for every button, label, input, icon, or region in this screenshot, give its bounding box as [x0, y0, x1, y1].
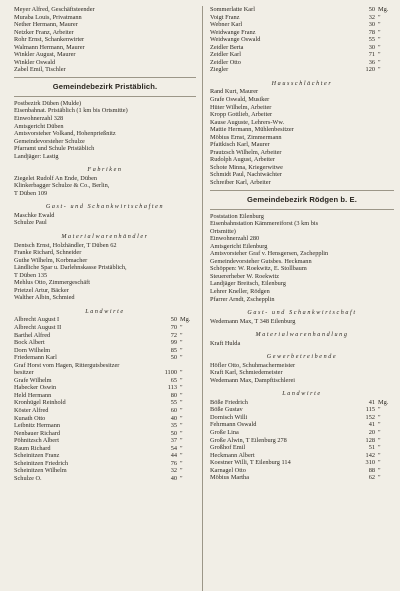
table-row	[210, 29, 394, 37]
row-value: 128	[365, 436, 375, 444]
row-name: Grafe Wilhelm	[14, 376, 52, 384]
list-item: Gemeindevorsteher Gutsbes. Heckmann	[210, 257, 312, 265]
list-item: Zabel Emil, Tischler	[14, 66, 66, 74]
table-row	[14, 392, 196, 400]
table-row	[14, 399, 196, 407]
table-row	[14, 339, 196, 347]
row-unit: Mg.	[378, 398, 389, 406]
table-row	[14, 316, 196, 324]
table-row	[14, 467, 196, 475]
row-name: Zeidler Otto	[210, 58, 241, 66]
table-row	[14, 475, 196, 483]
row-value: 152	[365, 413, 375, 421]
list-item: Walther Albin, Schmied	[14, 294, 75, 302]
table-row	[210, 44, 394, 52]
gewerbe-list	[210, 362, 394, 385]
row-name: Köster Alfred	[14, 406, 49, 414]
table-row	[210, 437, 394, 445]
list-item: Kause Auguste, Lehrers-Ww.	[210, 118, 285, 126]
table-row	[14, 362, 196, 370]
row-unit: "	[378, 444, 381, 452]
list-item: Steuererheber W. Roekwitz	[210, 272, 280, 280]
list-item: Hüter Wilhelm, Arbeiter	[210, 103, 272, 111]
table-row	[210, 459, 394, 467]
row-value: 60	[170, 406, 177, 414]
section-rule	[210, 209, 394, 210]
landwirte-list	[210, 399, 394, 482]
row-unit: "	[180, 323, 183, 331]
list-item: Pfarrer Arndt, Zschepplin	[210, 295, 275, 303]
row-unit: "	[180, 444, 183, 452]
row-unit: "	[378, 466, 381, 474]
row-unit: "	[378, 28, 381, 36]
table-row	[210, 406, 394, 414]
list-item: Postbezirk Düben (Mulde)	[14, 99, 82, 107]
row-value: 78	[368, 28, 375, 36]
row-name: Habecker Oswin	[14, 384, 57, 392]
table-row	[14, 347, 196, 355]
list-item: Mehlus Otto, Zimmergeschäft	[14, 279, 90, 287]
list-item: Ländliche Spar u. Darlehnskasse Pristäblich,	[14, 264, 127, 272]
table-row	[14, 332, 196, 340]
subheading-landwirte: Landwirte	[282, 391, 322, 398]
table-row	[210, 36, 394, 44]
list-item: Höfler Otto, Schuhmachermeister	[210, 361, 296, 369]
row-unit: "	[378, 451, 381, 459]
row-unit: "	[378, 43, 381, 51]
row-name: Schulze O.	[14, 474, 42, 482]
row-value: 50	[170, 354, 177, 362]
pristaeblich-info-list	[14, 100, 196, 160]
list-item: Grafe Oswald, Musiker	[210, 95, 270, 103]
table-row	[14, 377, 196, 385]
row-value: 20	[368, 429, 375, 437]
table-row	[210, 444, 394, 452]
row-unit: "	[378, 436, 381, 444]
list-item: Winkler Oswald	[14, 58, 56, 66]
subheading-material: Materialwarenhändler	[61, 234, 149, 241]
list-item: Amtsgericht Düben	[14, 122, 64, 130]
table-row	[210, 21, 394, 29]
row-value: 88	[368, 466, 375, 474]
row-value: 55	[368, 36, 375, 44]
list-item: Pfaitkisch Karl, Maurer	[210, 141, 270, 149]
row-value: 72	[170, 331, 177, 339]
table-row	[14, 369, 196, 377]
landwirte-list	[14, 316, 196, 482]
list-item: Guthe Wilhelm, Korbmacher	[14, 256, 88, 264]
list-item: Schmidt Paul, Nachtwächter	[210, 171, 282, 179]
row-unit: "	[180, 376, 183, 384]
row-name: Leibnitz Hermann	[14, 422, 60, 430]
fabriken-list	[14, 175, 196, 198]
left-column	[14, 6, 202, 591]
row-name: Zeidler Berta	[210, 43, 244, 51]
row-name: Koestner Willi, T Eilenburg 114	[210, 459, 291, 467]
row-unit: "	[180, 406, 183, 414]
list-item: Muraba Louis, Privatmann	[14, 13, 82, 21]
row-value: 37	[170, 437, 177, 445]
list-item: Schulze Paul	[14, 219, 47, 227]
row-unit: "	[378, 58, 381, 66]
right-top-list	[210, 6, 394, 74]
row-unit: "	[180, 459, 183, 467]
table-row	[14, 460, 196, 468]
hausschlaechter-list	[210, 88, 394, 186]
row-value: 70	[170, 323, 177, 331]
row-name: besitzer	[14, 369, 34, 377]
list-item: Schote Minna, Kriegerwitwe	[210, 163, 283, 171]
row-value: 40	[170, 474, 177, 482]
material-list	[210, 340, 394, 348]
row-unit: "	[180, 474, 183, 482]
row-value: 50	[170, 429, 177, 437]
row-name: Bock Albert	[14, 339, 45, 347]
row-name: Heckmann Albert	[210, 451, 255, 459]
section-rule	[14, 77, 196, 78]
row-unit: "	[378, 66, 381, 74]
list-item: Prietzel Artur, Bäcker	[14, 286, 69, 294]
gast-list	[210, 318, 394, 326]
row-value: 44	[170, 452, 177, 460]
list-item: Kraft Hulda	[210, 339, 241, 347]
row-unit	[177, 362, 196, 370]
row-value: 99	[170, 339, 177, 347]
row-value: 35	[170, 422, 177, 430]
row-unit: "	[378, 36, 381, 44]
list-item: Landjäger Breitsch, Eilenburg	[210, 280, 286, 288]
row-value: 310	[365, 459, 375, 467]
row-value: 142	[365, 451, 375, 459]
table-row	[210, 6, 394, 14]
table-row	[210, 421, 394, 429]
list-item: Pfarramt und Schule Pristäblich	[14, 145, 95, 153]
list-item: Meyer Alfred, Geschäftsteender	[14, 6, 95, 13]
row-name: Möbius Martha	[210, 474, 250, 482]
row-value: 85	[170, 346, 177, 354]
row-value: 41	[368, 398, 375, 406]
row-name: Böße Friedrich	[210, 398, 248, 406]
table-row	[210, 452, 394, 460]
list-item: Netzker Franz, Arbeiter	[14, 28, 74, 36]
list-item: Winkler August, Maurer	[14, 51, 76, 59]
row-unit: "	[180, 346, 183, 354]
subheading-gast: Gast- und Schankwirtschaften	[45, 204, 165, 211]
list-item: Wedemann Max, Dampftischlerei	[210, 376, 295, 384]
row-name: Scheinitzen Franz	[14, 452, 60, 460]
row-name: Böße Gustav	[210, 406, 243, 414]
subheading-landwirte: Landwirte	[85, 308, 125, 315]
right-column	[202, 6, 394, 591]
row-name: Voigt Franz	[210, 13, 240, 21]
row-unit: "	[180, 422, 183, 430]
list-item: Gemeindevorsteher Schulze	[14, 137, 85, 145]
table-row	[210, 429, 394, 437]
row-name: Zeidler Karl	[210, 51, 241, 59]
row-unit: "	[378, 406, 381, 414]
subheading-material: Materialwarenhandlung	[255, 332, 349, 339]
subheading-fabriken: Fabriken	[87, 167, 123, 174]
row-unit: Mg.	[378, 6, 389, 13]
row-name: Graf Horst vom Hagen, Rittergutsbesitzer	[14, 361, 120, 369]
row-unit: "	[378, 21, 381, 29]
row-name: Friedemann Karl	[14, 354, 57, 362]
row-unit: "	[180, 331, 183, 339]
list-item: Rand Kurt, Maurer	[210, 88, 259, 96]
list-item: Prautzsch Wilhelm, Arbeiter	[210, 148, 282, 156]
row-unit: "	[180, 467, 183, 475]
row-value: 55	[170, 399, 177, 407]
list-item: Ortsmitte)	[210, 227, 236, 235]
material-list	[14, 242, 196, 302]
row-unit: "	[378, 13, 381, 21]
list-item: Mattie Hermann, Mühlenbesitzer	[210, 126, 294, 134]
row-value: 120	[365, 66, 375, 74]
row-unit: "	[180, 429, 183, 437]
row-unit: "	[180, 437, 183, 445]
list-item: Einwohnerzahl 280	[210, 235, 260, 243]
row-name: Großhof Emil	[210, 444, 246, 452]
row-value: 54	[170, 444, 177, 452]
row-name: Fehrmann Oswald	[210, 421, 257, 429]
row-name: Kunath Otto	[14, 414, 46, 422]
row-unit: "	[378, 474, 381, 482]
row-name: Albrecht August I	[14, 316, 60, 324]
row-value: 71	[368, 51, 375, 59]
list-item: Ziegelei Rudolf An Ende, Düben	[14, 174, 98, 182]
list-item: Rudolph August, Arbeiter	[210, 156, 275, 164]
list-item: Dentsch Ernst, Holzhändler, T Düben 62	[14, 241, 117, 249]
row-value: 113	[167, 384, 177, 392]
row-name: Scheinitzen Wilhelm	[14, 467, 67, 475]
row-unit: "	[180, 391, 183, 399]
row-name: Barthel Alfred	[14, 331, 51, 339]
row-name: Dorn Wilhelm	[14, 346, 51, 354]
list-item: Nether Hermann, Maurer	[14, 21, 78, 29]
list-item: Amtsvorsteher Graf v. Hensgersen, Zschepplin	[210, 250, 329, 258]
list-item: Schreiber Karl, Arbeiter	[210, 178, 271, 186]
list-item: Walmann Hermann, Maurer	[14, 43, 85, 51]
row-name: Webner Karl	[210, 21, 243, 29]
subheading-gast: Gast- und Schankwirtschaft	[247, 310, 357, 317]
list-item: Eisenbahnat. Pristäblich (1 km bis Ortsmitte)	[14, 107, 128, 115]
row-unit: "	[180, 339, 183, 347]
left-top-list	[14, 6, 196, 74]
row-unit: "	[180, 384, 183, 392]
row-value: 41	[368, 421, 375, 429]
row-name: Weidwange Oswald	[210, 36, 261, 44]
row-value: 32	[170, 467, 177, 475]
list-item: Wedemann Max, T 348 Eilenburg	[210, 317, 296, 325]
list-item: Klinkerbagger Schulze & Co., Berlin,	[14, 182, 110, 190]
table-row	[14, 407, 196, 415]
list-item: Franke Richard, Schneider	[14, 249, 82, 257]
row-value: 40	[170, 414, 177, 422]
row-value	[147, 362, 177, 370]
row-name: Held Hermann	[14, 391, 52, 399]
table-row	[210, 399, 394, 407]
row-value: 62	[368, 474, 375, 482]
list-item: Landjäger: Lastig	[14, 152, 59, 160]
table-row	[14, 422, 196, 430]
row-unit: "	[180, 369, 183, 377]
row-value: 65	[170, 376, 177, 384]
list-item: Möbius Ernst, Zimmermann	[210, 133, 282, 141]
row-value: 80	[170, 391, 177, 399]
row-unit: "	[378, 51, 381, 59]
row-value: 1100	[164, 369, 177, 377]
roedgen-info-list	[210, 213, 394, 304]
row-unit: "	[180, 399, 183, 407]
row-value: 32	[368, 13, 375, 21]
row-value: 115	[365, 406, 375, 414]
row-value: 30	[368, 43, 375, 51]
table-row	[14, 437, 196, 445]
table-row	[14, 384, 196, 392]
row-unit: "	[378, 413, 381, 421]
section-rule	[210, 190, 394, 191]
row-name: Kronhügel Reinhold	[14, 399, 66, 407]
row-unit: "	[180, 354, 183, 362]
list-item: Einwohnerzahl 328	[14, 115, 64, 123]
row-name: Raum Richard	[14, 444, 51, 452]
section-heading-pristaeblich: Gemeindebezirk Pristäblich.	[52, 81, 158, 91]
row-unit: "	[378, 429, 381, 437]
row-unit: "	[180, 452, 183, 460]
row-value: 30	[368, 21, 375, 29]
row-unit: "	[378, 459, 381, 467]
row-name: Große Lina	[210, 429, 239, 437]
row-name: Nenbauer Richard	[14, 429, 60, 437]
row-value: 50	[170, 316, 177, 324]
row-value: 51	[368, 444, 375, 452]
table-row	[14, 415, 196, 423]
row-value: 50	[368, 6, 375, 13]
table-row	[210, 59, 394, 67]
list-item: Kraft Karl, Schmiedemeister	[210, 369, 283, 377]
subheading-gewerbe: Gewerbetreibende	[266, 354, 338, 361]
row-unit: Mg.	[180, 316, 191, 324]
row-name: Dornisch Willi	[210, 413, 248, 421]
row-name: Weidwange Franz	[210, 28, 256, 36]
row-unit: "	[180, 414, 183, 422]
table-row	[14, 324, 196, 332]
gast-list	[14, 212, 196, 227]
row-name: Scheinitzen Friedrich	[14, 459, 69, 467]
list-item: T Düben 109	[14, 189, 48, 197]
list-item: Eisenbahnstation Kämmereiforst (3 km bis	[210, 220, 319, 228]
section-rule	[14, 96, 196, 97]
table-row	[14, 445, 196, 453]
subheading-hausschlaechter: Hausschlächter	[271, 80, 333, 87]
section-heading-roedgen: Gemeindebezirk Rödgen b. E.	[247, 194, 357, 204]
table-row	[210, 66, 394, 74]
table-row	[14, 452, 196, 460]
table-row	[210, 474, 394, 482]
table-row	[14, 430, 196, 438]
row-name: Karnagel Otto	[210, 466, 246, 474]
list-item: Rohr Ernst, Schankenwirter	[14, 36, 85, 44]
list-item: Amtsgericht Eilenburg	[210, 242, 268, 250]
list-item: Poststation Eilenburg	[210, 212, 264, 220]
list-item: T Düben 135	[14, 271, 48, 279]
list-item: Lehrer Kneller, Rödgen	[210, 288, 270, 295]
table-row	[210, 14, 394, 22]
row-name: Pöhnitzsch Albert	[14, 437, 59, 445]
list-item: Kropp Gottlieb, Arbeiter	[210, 111, 273, 119]
list-item: Maschke Ewald	[14, 211, 55, 219]
row-name: Albrecht August II	[14, 323, 62, 331]
row-value: 36	[368, 58, 375, 66]
table-row	[210, 414, 394, 422]
table-row	[14, 354, 196, 362]
row-value: 76	[170, 459, 177, 467]
list-item: Schöppen: W. Roekwitz, E. Stollbaum	[210, 265, 307, 273]
list-item: Amtsvorsteher Volkand, Hohenprießnitz	[14, 130, 116, 138]
table-row	[210, 51, 394, 59]
row-name: Große Alwin, T Eilenburg 278	[210, 436, 287, 444]
row-name: Ziegler	[210, 66, 229, 74]
row-name: Sommerlatte Karl	[210, 6, 255, 13]
table-row	[210, 467, 394, 475]
row-unit: "	[378, 421, 381, 429]
